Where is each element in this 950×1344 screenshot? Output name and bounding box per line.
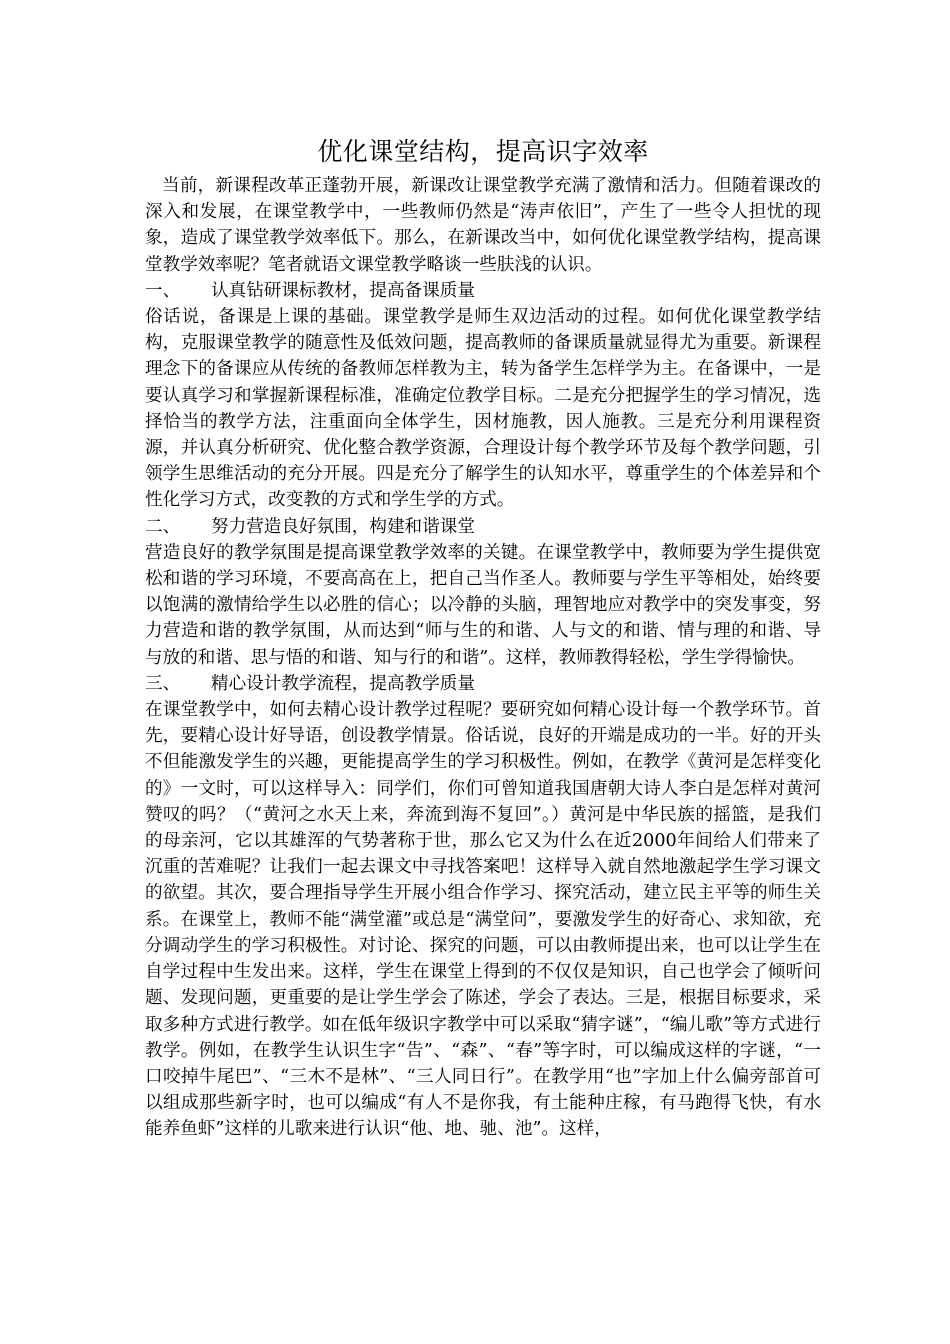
section-2-paragraph: 营造良好的教学氛围是提高课堂教学效率的关键。在课堂教学中，教师要为学生提供宽松和谐的学习环境，不要高高在上，把自己当作圣人。教师要与学生平等相处，始终要以饱满的激情给学生以必胜的信心；以冷静的头脑，理智地应对教学中的突发事变，努力营造和谐的教学氛围，从而达到“师与生的和谐、人与文的和谐、情与理的和谐、导与放的和谐、思与悟的和谐、知与行的和谐”。这样，教师教得轻松，学生学得愉快。 [145, 542, 821, 668]
section-2-number: 二、 [145, 516, 181, 537]
document-body [145, 131, 821, 1143]
section-1-paragraph: 俗话说，备课是上课的基础。课堂教学是师生双边活动的过程。如何优化课堂教学结构，克服课堂教学的随意性及低效问题，提高教师的备课质量就显得尤为重要。新课程理念下的备课应从传统的备教师怎样教为主，转为备学生怎样学为主。在备课中，一是要认真学习和掌握新课程标准，准确定位教学目标。二是充分把握学生的学习情况，选择恰当的教学方法，注重面向全体学生，因材施教，因人施教。三是充分利用课程资源，并认真分析研究、优化整合教学资源，合理设计每个教学环节及每个教学问题，引领学生思维活动的充分开展。四是充分了解学生的认知水平，尊重学生的个体差异和个性化学习方式，改变教的方式和学生学的方式。 [145, 307, 821, 511]
section-3-title: 精心设计教学流程，提高教学质量 [211, 673, 475, 694]
section-3-number: 三、 [145, 673, 181, 694]
section-1-title: 认真钻研课标教材，提高备课质量 [211, 280, 475, 301]
section-1-heading [145, 278, 821, 304]
section-3-paragraph: 在课堂教学中，如何去精心设计教学过程呢？要研究如何精心设计每一个教学环节。首先，要精心设计好导语，创设教学情景。俗话说，良好的开端是成功的一半。好的开头不但能激发学生的兴趣，更能提高学生的学习积极性。例如，在教学《黄河是怎样变化的》一文时，可以这样导入：同学们，你们可曾知道我国唐朝大诗人李白是怎样对黄河赞叹的吗？（“黄河之水天上来，奔流到海不复回”。）黄河是中华民族的摇篮，是我们的母亲河，它以其雄浑的气势著称于世，那么它又为什么在近2000年间给人们带来了沉重的苦难呢？让我们一起去课文中寻找答案吧！这样导入就自然地激起学生学习课文的欲望。其次，要合理指导学生开展小组合作学习、探究活动，建立民主平等的师生关系。在课堂上，教师不能“满堂灌”或总是“满堂问”，要激发学生的好奇心、求知欲，充分调动学生的学习积极性。对讨论、探究的问题，可以由教师提出来，也可以让学生在自学过程中生发出来。这样，学生在课堂上得到的不仅仅是知识，自己也学会了倾听问题、发现问题，更重要的是让学生学会了陈述，学会了表达。三是，根据目标要求，采取多种方式进行教学。如在低年级识字教学中可以采取“猜字谜”，“编儿歌”等方式进行教学。例如，在教学生认识生字“告”、“森”、“春”等字时，可以编成这样的字谜，“一口咬掉牛尾巴”、“三木不是林”、“三人同日行”。在教学用“也”字加上什么偏旁部首可以组成那些新字时，也可以编成“有人不是你我，有土能种庄稼，有马跑得飞快，有水能养鱼虾”这样的儿歌来进行认识“他、地、驰、池”。这样， [145, 700, 821, 1140]
document-title: 优化课堂结构，提高识字效率 [317, 137, 649, 166]
section-2-title: 努力营造良好氛围，构建和谐课堂 [211, 516, 475, 537]
section-1-number: 一、 [145, 280, 181, 301]
section-2-heading [145, 514, 821, 540]
section-3-heading [145, 671, 821, 697]
intro-paragraph: 当前，新课程改革正蓬勃开展，新课改让课堂教学充满了激情和活力。但随着课改的深入和发展，在课堂教学中，一些教师仍然是“涛声依旧”，产生了一些令人担忧的现象，造成了课堂教学效率低下。那么，在新课改当中，如何优化课堂教学结构，提高课堂教学效率呢？笔者就语文课堂教学略谈一些肤浅的认识。 [145, 176, 821, 275]
